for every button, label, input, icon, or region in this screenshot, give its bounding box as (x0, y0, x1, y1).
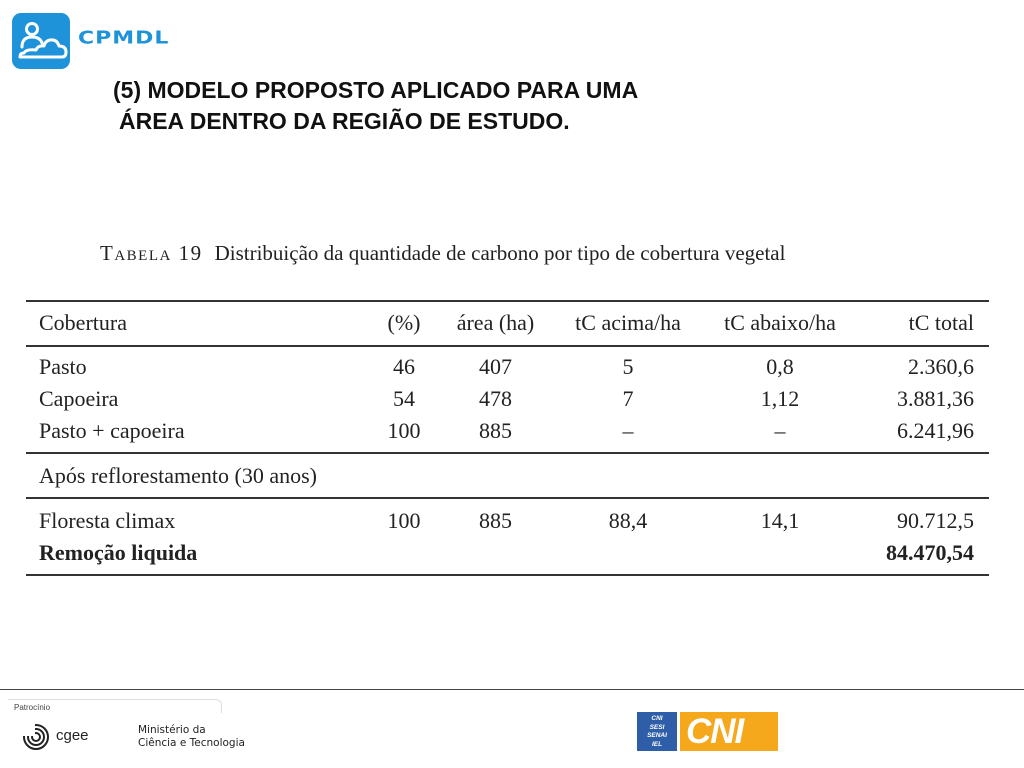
table-caption-label: Tabela 19 (100, 241, 203, 265)
col-header-area: área (ha) (456, 310, 535, 335)
sponsor-label: Patrocínio (14, 703, 51, 712)
table-row-acima: 5 (622, 354, 634, 379)
table-top-rule (26, 300, 989, 302)
table-header-rule (26, 345, 989, 347)
table-row-total: 6.241,96 (897, 418, 974, 443)
ministry-logo-text (138, 724, 245, 750)
cni-badge-line: SENAI (647, 732, 667, 739)
table-caption (100, 241, 785, 266)
cgee-logo-text: cgee (56, 727, 89, 744)
table-row-area: 885 (479, 508, 512, 533)
table-row-cobertura: Pasto + capoeira (39, 418, 185, 443)
cni-logo-text: CNI (686, 712, 744, 751)
table-row-pct: 54 (393, 386, 415, 411)
col-header-total: tC total (908, 310, 974, 335)
table-section-rule-2 (26, 497, 989, 499)
col-header-pct: (%) (387, 310, 421, 335)
col-header-abaixo: tC abaixo/ha (724, 310, 836, 335)
table-row-area: 407 (479, 354, 512, 379)
slide-title (113, 75, 638, 137)
table-row-cobertura: Floresta climax (39, 508, 176, 533)
cpmdl-logo-icon (12, 13, 70, 69)
footer-divider (0, 689, 1024, 690)
table-row-cobertura: Capoeira (39, 386, 119, 411)
table-row-abaixo: 14,1 (760, 508, 800, 533)
table-row-area: 478 (479, 386, 512, 411)
net-removal-label: Remoção liquida (39, 540, 198, 565)
table-row-acima: 7 (622, 386, 634, 411)
table-section-label: Após reflorestamento (30 anos) (39, 463, 317, 488)
cpmdl-logo (12, 13, 222, 69)
table-bottom-rule (26, 574, 989, 576)
table-caption-text: Distribuição da quantidade de carbono por tipo de cobertura vegetal (214, 241, 786, 265)
ministry-line1: Ministério da (138, 724, 206, 736)
table-row-total: 3.881,36 (897, 386, 974, 411)
col-header-cobertura: Cobertura (39, 310, 127, 335)
table-row-abaixo: 0,8 (766, 354, 794, 379)
slide-title-line1: (5) MODELO PROPOSTO APLICADO PARA UMA (113, 77, 639, 103)
cni-logo (680, 712, 778, 751)
cpmdl-logo-text: CPMDL (78, 28, 170, 49)
table-section-rule (26, 452, 989, 454)
table-row-cobertura: Pasto (39, 354, 87, 379)
table-row-acima: – (622, 418, 634, 443)
cgee-logo-icon (22, 722, 52, 757)
table-row-area: 885 (479, 418, 512, 443)
table-row-abaixo: 1,12 (760, 386, 800, 411)
table-row-pct: 100 (387, 418, 421, 443)
ministry-line2: Ciência e Tecnologia (138, 737, 245, 749)
table-row-pct: 100 (387, 508, 421, 533)
table-row-abaixo: – (774, 418, 786, 443)
col-header-acima: tC acima/ha (575, 310, 681, 335)
cni-badge-line: CNI (651, 715, 663, 722)
table-row-pct: 46 (393, 354, 415, 379)
table-row-total: 2.360,6 (908, 354, 974, 379)
table-row-acima: 88,4 (608, 508, 648, 533)
cni-badge-line: IEL (651, 740, 663, 748)
cni-system-badge (637, 712, 677, 751)
slide-title-line2: ÁREA DENTRO DA REGIÃO DE ESTUDO. (119, 108, 570, 134)
cni-badge-line: SESI (649, 723, 665, 731)
table-row-total: 90.712,5 (897, 508, 974, 533)
net-removal-total: 84.470,54 (886, 540, 974, 565)
